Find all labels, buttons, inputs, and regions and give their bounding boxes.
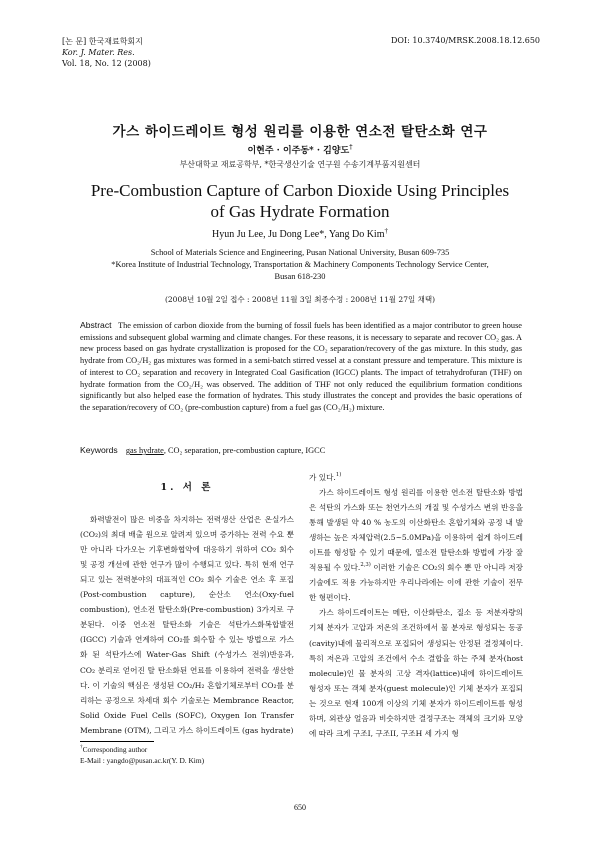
keywords-rest: , CO₂ separation, pre-combustion capture, IGCC (163, 446, 326, 455)
affiliation-english: School of Materials Science and Engineering, Pusan National University, Busan 609-735 *Korea Institute of Industrial Technology, Transportation & Machinery Components Technology Service Center, Busan 618-230 (111, 248, 489, 281)
authors-english: Hyun Ju Lee, Ju Dong Lee*, Yang Do Kim† (212, 227, 388, 240)
page-number: 650 (294, 803, 306, 812)
doi[interactable]: DOI: 10.3740/MRSK.2008.18.12.650 (391, 36, 540, 45)
title-english-line2: of Gas Hydrate Formation (210, 202, 390, 221)
abstract (80, 320, 522, 414)
footnote (80, 744, 204, 766)
journal-header (62, 36, 151, 69)
abstract-label: Abstract (80, 320, 112, 330)
section-heading: 1. 서 론 (160, 482, 214, 493)
title-english-line1: Pre-Combustion Capture of Carbon Dioxide Using Principles (90, 181, 510, 200)
body-paragraph: 가스 하이드레이트는 메탄, 이산화탄소, 질소 등 저분자량의 기체 분자가 고압과 저온의 조건하에서 물 분자로 형성되는 동공(cavity)내에 물리적으로 포집되어 생성되는 안정된 결정체이다. 특히 저온과 고압의 조건에서 수소 결합을 하는 주체 분자(host molecule)인 물 분자의 고상 격자(lattice)내에 하이드레이트 형성자 또는 객체 분자(guest molecule)인 기체 분자가 포집되는 것으로 현재 100개 이상의 기체 분자가 하이드레이트를 형성하며, 외관상 얼음과 비슷하지만 결정구조는 객체의 크기와 모양에 따라 크게 구조I, 구조II, 구조H 세 가지 형 (309, 608, 523, 738)
keyword-gas-hydrate[interactable]: gas hydrate (125, 446, 164, 455)
title-korean: 가스 하이드레이트 형성 원리를 이용한 연소전 탈탄소화 연구 (112, 124, 488, 140)
journal-name-en: Kor. J. Mater. Res. (62, 48, 135, 57)
footnote-rule (80, 741, 154, 742)
abstract-text: The emission of carbon dioxide from the burning of fossil fuels has been identified as a major contributor to green house emissions and subsequent global warming and climate changes. For these reasons, it is necessary to separate and recover CO₂ gas. A new process based on gas hydrate crystallization is proposed for the CO₂ separation/recovery of the gas mixture. In this study, gas hydrate from CO₂/H₂ gas mixtures was formed in a semi-batch stirred vessel at a constant pressure and temperature. This mixture is of interest to CO₂ separation and recovery in Integrated Coal Gasification (IGCC) plants. The impact of tetrahydrofuran (THF) on hydrate formation from the CO₂/H₂ was observed. The addition of THF not only reduced the equilibrium formation conditions significantly but also helped ease the formation of hydrates. This study illustrates the concept and provides the basic operations of the separation/recovery of CO₂ (pre-combustion capture) from a fuel gas (CO₂/H₂) mixture. (80, 321, 522, 412)
body-column-left (80, 470, 294, 738)
corresponding-author: †Corresponding author (80, 744, 148, 754)
keywords-label: Keywords (80, 445, 118, 455)
authors-korean: 이현주 · 이주동* · 김양도† (247, 144, 353, 156)
author-email[interactable]: E-Mail : yangdo@pusan.ac.kr(Y. D. Kim) (80, 756, 205, 765)
body-paragraph: 화력발전이 많은 비중을 차지하는 전력생산 산업은 온실가스(CO₂)의 최대 배출 원으로 알려져 있으며 증가하는 전력 수요 뿐 만 아니라 다가오는 기후변화협약에 대응하기 위하여 CO₂ 회수 및 공정 개선에 관한 연구가 많이 수행되고 있다. 특히 현재 연구되고 있는 전력분야의 대표적인 CO₂ 회수 기술은 연소 후 포집(Post-combustion capture), 순산소 연소(Oxy-fuel combustion), 연소전 탈탄소화(Pre-combustion) 3가지로 구분된다. 이중 연소전 탈탄소화 기술은 석탄가스화복합발전(IGCC) 기술과 연계하여 CO₂를 회수할 수 있는 방법으로 가스화 된 석탄가스에 Water-Gas Shift (수성가스 전위)반응과, CO₂ 분리로 얻어진 탈 탄소화된 연료를 이용하여 전력을 생산한다. 이 기술의 핵심은 생성된 CO₂/H₂ 혼합기체로부터 CO₂를 분리하는 공정으로 차세대 회수 기술로는 Membrance Reactor, Solid Oxide Fuel Cells (SOFC), Oxygen Ion Transfer Membrane (OTM), 그리고 가스 하이드레이트 (gas hydrate) (80, 515, 294, 735)
journal-volume: Vol. 18, No. 12 (2008) (62, 59, 151, 68)
keywords (80, 445, 522, 455)
journal-name-ko: [논 문] 한국재료학회지 (62, 37, 143, 46)
body-paragraph: 가스 하이드레이트 형성 원리를 이용한 연소전 탈탄소화 방법은 석탄의 가스화 또는 천연가스의 개질 및 수성가스 변위 반응을 통해 발생된 약 40 % 농도의 이산화탄소 혼합기체와 공정 내 발생하는 높은 자체압력(2.5~5.0MPa)을 이용하여 쉽게 하이드레이트를 형성할 수 있기 때문에, 열소전 탈탄소화 방법에 가장 잘 적용될 수 있다.$^{2,3)}$ 이러한 기술은 CO₂의 회수 뿐 만 아니라 저장 기술에도 적용 가능하지만 우리나라에는 이에 관한 기술이 전무한 형편이다. (309, 488, 523, 603)
title-english (0, 180, 600, 222)
body-column-right (309, 470, 523, 741)
submission-dates: (2008년 10월 2일 접수 : 2008년 11월 3일 최종수정 : 2008년 11월 27일 채택) (164, 295, 436, 304)
affiliation-korean: 부산대학교 재료공학부, *한국생산기술 연구원 수송기계부품지원센터 (179, 160, 421, 169)
body-paragraph-continuation: 가 있다.$^{1)}$ (309, 472, 342, 482)
